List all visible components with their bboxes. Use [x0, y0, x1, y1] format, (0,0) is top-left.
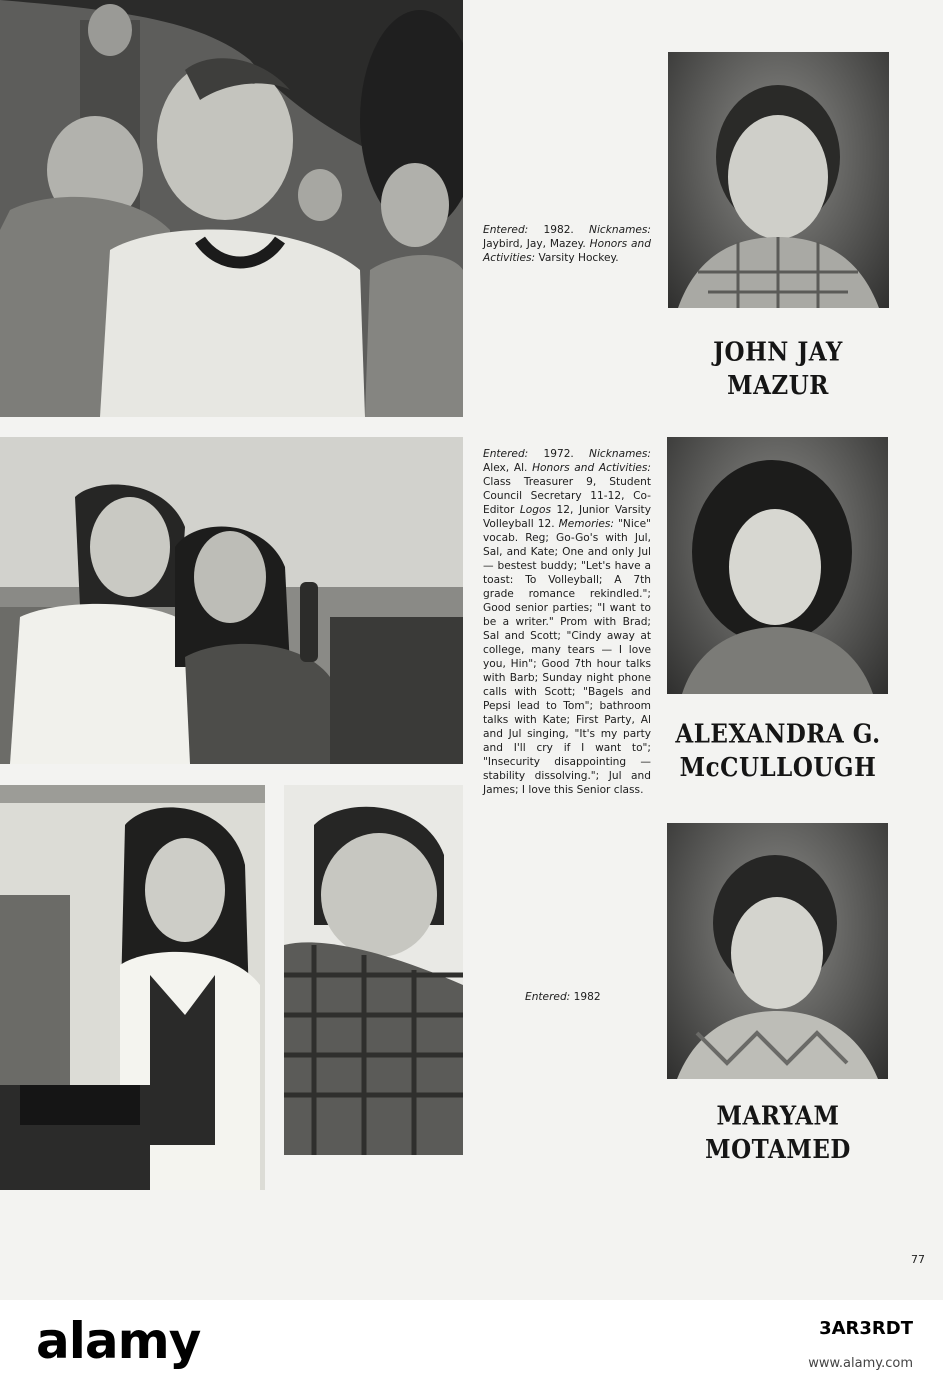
student-name-mccullough: ALEXANDRA G. McCULLOUGH [675, 719, 881, 783]
bio-label: Entered: [483, 224, 529, 236]
candid-photo-outdoor-group [0, 0, 463, 417]
bio-label: Honors and Activities: [483, 238, 651, 264]
bio-label: Nicknames: [589, 224, 651, 236]
bio-label: Logos [519, 504, 552, 516]
bio-label: Honors and Activities: [532, 462, 651, 474]
bio-label: Memories: [558, 518, 614, 530]
candid-photo-boy-plaid [284, 785, 463, 1155]
bio-text: 1982. [528, 224, 590, 236]
bio-label: Entered: [525, 991, 571, 1003]
student-name-motamed: MARYAM MOTAMED [705, 1101, 851, 1165]
watermark-url: www.alamy.com [808, 1356, 913, 1371]
page-number: 77 [911, 1253, 925, 1266]
portrait-maryam-motamed [667, 823, 888, 1079]
watermark-logo: alamy [36, 1312, 201, 1370]
portrait-alexandra-mccullough [667, 437, 888, 694]
student-name-mazur: JOHN JAY MAZUR [713, 337, 843, 401]
student-bio-mccullough [483, 447, 651, 797]
bio-text: Jaybird, Jay, Mazey. [483, 238, 590, 250]
bio-text: "Nice" vocab. Reg; Go-Go's with Jul, Sal, and Kate; One and only Jul — bestest buddy; "Let's have a toast: To Volleyball; A 7th grade romance rekindled."; Good senior parties; "I want to be a writer." Prom with Brad; Sal and Scott; "Cindy away at college, many tears — I love you, Hin"; Good 7th hour talks with Barb; Sunday night phone calls with Scott; "Bagels and Pepsi lead to Tom"; bathroom talks with Kate; First Party, Al and Jul singing, "It's my party and I'll cry if I want to"; "Insecurity disappointing — stability dissolving."; Jul and James; I love this Senior class. [483, 518, 651, 796]
bio-text: Alex, Al. [483, 462, 533, 474]
watermark-image-id: 3AR3RDT [819, 1318, 913, 1339]
portrait-john-jay-mazur [668, 52, 889, 308]
candid-photo-two-girls [0, 437, 463, 764]
candid-photo-typewriter [0, 785, 265, 1190]
bio-text: 1982 [570, 991, 601, 1003]
bio-text: 12, Junior Varsity Volleyball 12. [483, 504, 651, 530]
bio-label: Nicknames: [589, 448, 651, 460]
bio-text: Varsity Hockey. [535, 252, 619, 264]
student-bio-mazur [483, 223, 651, 265]
bio-text: Class Treasurer 9, Student Council Secretary 11-12, Co-Editor [483, 476, 651, 516]
student-bio-motamed [525, 990, 645, 1004]
bio-label: Entered: [483, 448, 529, 460]
bio-text: 1972. [528, 448, 590, 460]
